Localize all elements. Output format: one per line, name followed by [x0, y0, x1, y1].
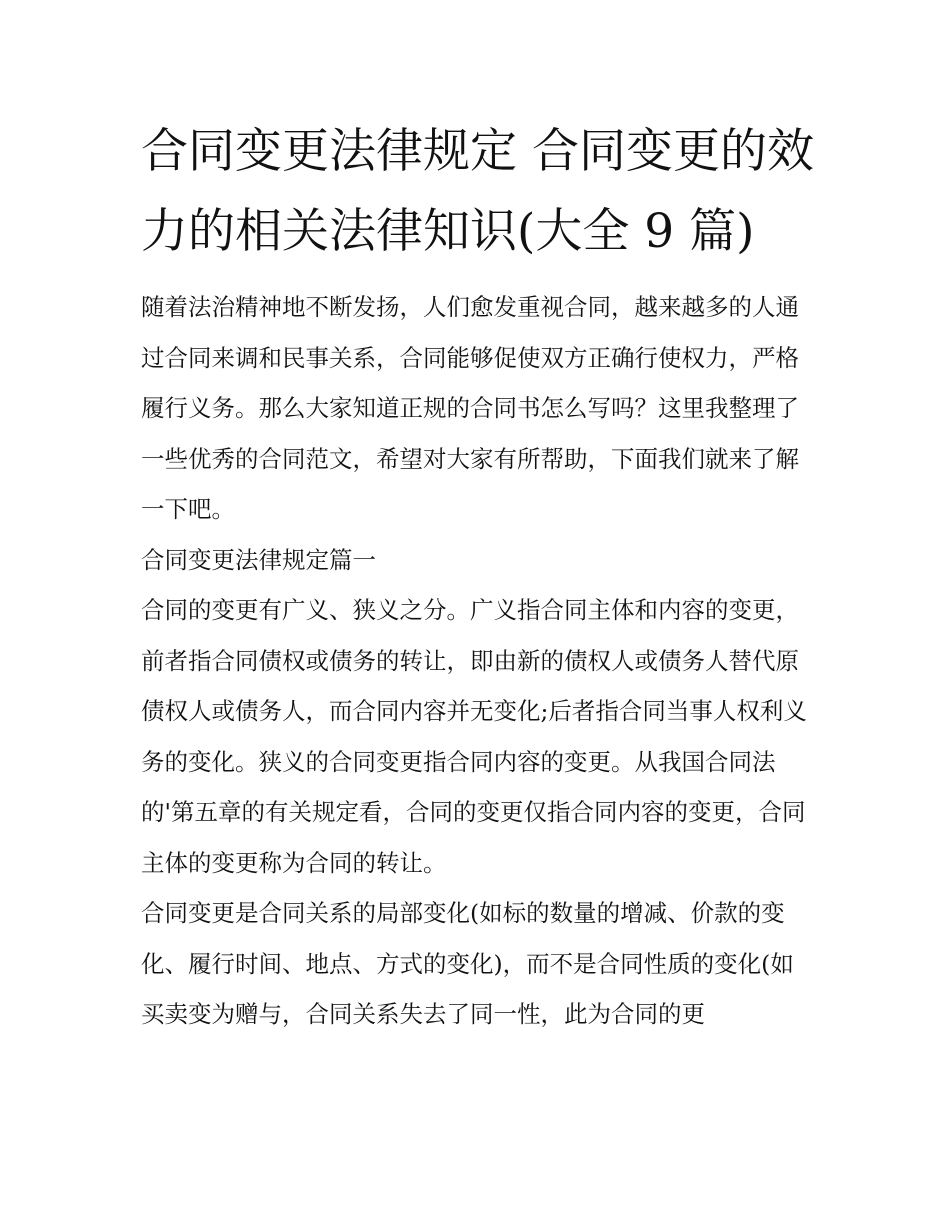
- body-paragraph: 合同变更是合同关系的局部变化(如标的数量的增减、价款的变化、履行时间、地点、方式的变化)，而不是合同性质的变化(如买卖变为赠与，合同关系失去了同一性，此为合同的更: [141, 899, 794, 1028]
- document-content: [141, 112, 817, 1040]
- document-body: [141, 282, 817, 1040]
- section-heading: 合同变更法律规定篇一: [141, 545, 376, 574]
- body-paragraph: 合同的变更有广义、狭义之分。广义指合同主体和内容的变更，前者指合同债权或债务的转让，即由新的债权人或债务人替代原债权人或债务人，而合同内容并无变化;后者指合同当事人权利义务的变化。狭义的合同变更指合同内容的变更。从我国合同法的'第五章的有关规定看，合同的变更仅指合同内容的变更，合同主体的变更称为合同的转让。: [141, 596, 807, 877]
- intro-paragraph: 随着法治精神地不断发扬，人们愈发重视合同，越来越多的人通过合同来调和民事关系，合同能够促使双方正确行使权力，严格履行义务。那么大家知道正规的合同书怎么写吗？这里我整理了一些优秀的合同范文，希望对大家有所帮助，下面我们就来了解一下吧。: [141, 293, 799, 523]
- document-title: 合同变更法律规定 合同变更的效力的相关法律知识(大全 9 篇): [141, 124, 814, 259]
